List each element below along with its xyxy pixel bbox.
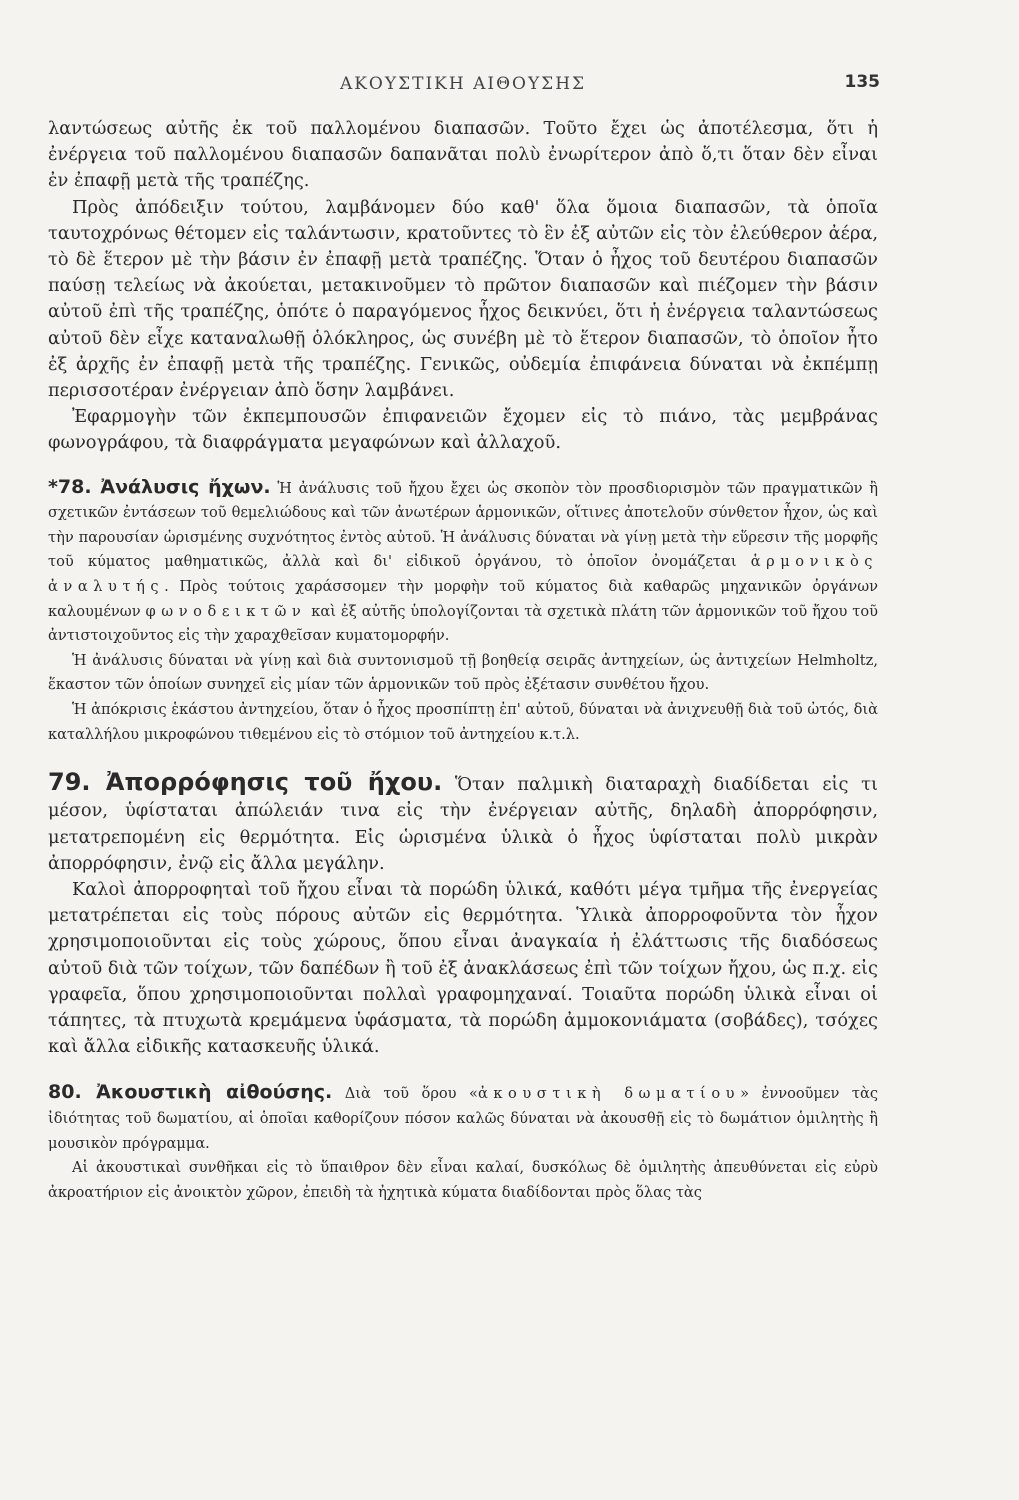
intro-paragraph-3: Ἐφαρμογὴν τῶν ἐκπεμπουσῶν ἐπιφανειῶν ἔχομεν εἰς τὸ πιάνο, τὰς μεμβράνας φωνογράφου, τὰ διαφράγματα μεγαφώνων καὶ ἀλλαχοῦ. — [48, 406, 878, 454]
term-room-acoustics: ἀκουστικὴ δωματίου — [477, 1085, 741, 1103]
page-number: 135 — [844, 72, 880, 92]
intro-paragraph-2: Πρὸς ἀπόδειξιν τούτου, λαμβάνομεν δύο καθ' ὅλα ὅμοια διαπασῶν, τὰ ὁποῖα ταυτοχρόνως θέτομεν εἰς ταλάντωσιν, κρατοῦντες τὸ ἓν ἐξ αὐτῶν εἰς τὸν ἐλεύθερον ἀέρα, τὸ δὲ ἕτερον μὲ τὴν βάσιν ἐν ἐπαφῇ μετὰ τραπέζης. Ὅταν ὁ ἦχος τοῦ δευτέρου διαπασῶν παύσῃ τελείως νὰ ἀκούεται, μετακινοῦμεν τὸ πρῶτον διαπασῶν καὶ πιέζομεν τὴν βάσιν αὐτοῦ ἐπὶ τῆς τραπέζης, ὁπότε ὁ παραγόμενος ἦχος δεικνύει, ὅτι ἡ ἐνέργεια ταλαντώσεως αὐτοῦ δὲν εἶχε καταναλωθῇ ὁλόκληρος, ὡς συνέβη μὲ τὸ ἕτερον διαπασῶν, τὸ ὁποῖον ἦτο ἐξ ἀρχῆς ἐν ἐπαφῇ μετὰ τῆς τραπέζης. Γενικῶς, οὐδεμία ἐπιφάνεια δύναται νὰ ἐκπέμπῃ περισσοτέραν ἐνέργειαν ἀπὸ ὅσην λαμβάνει. — [48, 196, 878, 402]
intro-paragraph-1: λαντώσεως αὐτῆς ἐκ τοῦ παλλομένου διαπασῶν. Τοῦτο ἔχει ὡς ἀποτέλεσμα, ὅτι ἡ ἐνέργεια τοῦ παλλομένου διαπασῶν δαπανᾶται πολὺ ἐνωρίτερον ἀπὸ ὅ,τι ὅταν δὲν εἶναι ἐν ἐπαφῇ μετὰ τῆς τραπέζης. — [48, 118, 878, 192]
section-80-paragraph-2: Αἱ ἀκουστικαὶ συνθῆκαι εἰς τὸ ὕπαιθρον δὲν εἶναι καλαί, δυσκόλως δὲ ὁμιλητὴς ἀπευθύνεται εἰς εὐρὺ ἀκροατήριον εἰς ἀνοικτὸν χῶρον, ἐπειδὴ τὰ ἠχητικὰ κύματα διαδίδονται πρὸς ὅλας τὰς — [48, 1159, 878, 1201]
page-header — [48, 60, 878, 100]
section-80 — [48, 1080, 878, 1205]
section-79-text: Ὅταν παλμικὴ διαταραχὴ διαδίδεται εἰς τι μέσον, ὑφίσταται ἀπώλειάν τινα εἰς τὴν ἐνέργειαν αὐτῆς, δηλαδὴ ἀπορρόφησιν, μετατρεπομένη εἰς θερμότητα. Εἰς ὡρισμένα ὑλικὰ ὁ ἦχος ὑφίσταται πολὺ μικρὰν ἀπορρόφησιν, ἐνῷ εἰς ἄλλα μεγάλην. — [48, 774, 878, 874]
section-78-paragraph-2: Ἡ ἀνάλυσις δύναται νὰ γίνῃ καὶ διὰ συντονισμοῦ τῇ βοηθείᾳ σειρᾶς ἀντηχείων, ὡς ἀντιχείων Helmholtz, ἕκαστον τῶν ὁποίων συνηχεῖ εἰς μίαν τῶν ἁρμονικῶν τοῦ πρὸς ἐξέτασιν συνθέτου ἤχου. — [48, 651, 878, 694]
section-78-heading: *78. Ἀνάλυσις ἤχων. — [48, 475, 271, 498]
section-78-text-c: καὶ ἐξ αὐτῆς ὑπολογίζονται τὰ σχετικὰ πλάτη τῶν ἁρμονικῶν τοῦ ἤχου τοῦ ἀντιστοιχοῦντος εἰς τὴν χαραχθεῖσαν κυματομορφήν. — [48, 602, 879, 645]
section-80-text-b: » ἐννοοῦμεν τὰς ἰδιότητας τοῦ δωματίου, αἱ ὁποῖαι καθορίζουν πόσον καλῶς δύναται νὰ ἀκουσθῇ εἰς τὸ δωμάτιον ὁμιλητὴς ἢ μουσικὸν πρόγραμμα. — [48, 1085, 879, 1152]
section-79-paragraph-2: Καλοὶ ἀπορροφηταὶ τοῦ ἤχου εἶναι τὰ πορώδη ὑλικά, καθότι μέγα τμῆμα τῆς ἐνεργείας μετατρέπεται εἰς τοὺς πόρους αὐτῶν εἰς θερμότητα. Ὑλικὰ ἀπορροφοῦντα τὸν ἦχον χρησιμοποιοῦνται εἰς τοὺς χώρους, ὅπου εἶναι ἀναγκαία ἡ ἐλάττωσις τῆς διαδόσεως αὐτοῦ διὰ τῶν τοίχων, τῶν δαπέδων ἢ τοῦ ἐξ ἀνακλάσεως ἐπὶ τῶν τοίχων ἤχου, ὡς π.χ. εἰς γραφεῖα, ὅπου χρησιμοποιοῦνται πολλαὶ γραφομηχαναί. Τοιαῦτα πορώδη ὑλικὰ εἶναι οἱ τάπητες, τὰ πτυχωτὰ κρεμάμενα ὑφάσματα, τὰ πορώδη ἀμμοκονιάματα (σοβάδες), τσόχες καὶ ἄλλα εἰδικῆς κατασκευῆς ὑλικά. — [48, 878, 878, 1058]
term-harmonic-analyzer: ἁρμονικὸς ἀναλυτής — [48, 553, 878, 596]
section-79-heading: 79. Ἀπορρόφησις τοῦ ἤχου. — [48, 768, 443, 797]
book-page — [48, 60, 878, 1205]
section-79 — [48, 769, 878, 1060]
section-78-paragraph-3: Ἡ ἀπόκρισις ἑκάστου ἀντηχείου, ὅταν ὁ ἦχος προσπίπτῃ ἐπ' αὐτοῦ, δύναται νὰ ἀνιχνευθῇ διὰ τοῦ ὠτός, διὰ καταλλήλου μικροφώνου τιθεμένου εἰς τὸ στόμιον τοῦ ἀντηχείου κ.τ.λ. — [48, 700, 878, 743]
term-phonodeiktes: φωνοδεικτῶν — [145, 602, 307, 620]
intro-block — [48, 116, 878, 457]
section-78-text-b: . Πρὸς τούτοις χαράσσομεν τὴν μορφὴν τοῦ κύματος διὰ καθαρῶς μηχανικῶν ὀργάνων καλουμένων — [48, 578, 878, 620]
running-title: ΑΚΟΥΣΤΙΚΗ ΑΙΘΟΥΣΗΣ — [339, 74, 587, 94]
section-78 — [48, 475, 878, 748]
section-80-heading: 80. Ἀκουστικὴ αἰθούσης. — [48, 1081, 333, 1104]
section-80-text-a: Διὰ τοῦ ὅρου « — [344, 1085, 478, 1103]
section-78-text-a: Ἡ ἀνάλυσις τοῦ ἤχου ἔχει ὡς σκοπὸν τὸν προσδιορισμὸν τῶν πραγματικῶν ἢ σχετικῶν ἐντάσεων τοῦ θεμελιώδους καὶ τῶν ἀνωτέρων ἁρμονικῶν, οἵτινες ἀποτελοῦν σύνθετον ἦχον, ὡς καὶ τὴν παρουσίαν ὡρισμένης συχνότητος ἐντὸς αὐτοῦ. Ἡ ἀνάλυσις δύναται νὰ γίνῃ μετὰ τὴν εὕρεσιν τῆς μορφῆς τοῦ κύματος μαθηματικῶς, ἀλλὰ καὶ δι' εἰδικοῦ ὀργάνου, τὸ ὁποῖον ὀνομάζεται — [48, 479, 878, 571]
